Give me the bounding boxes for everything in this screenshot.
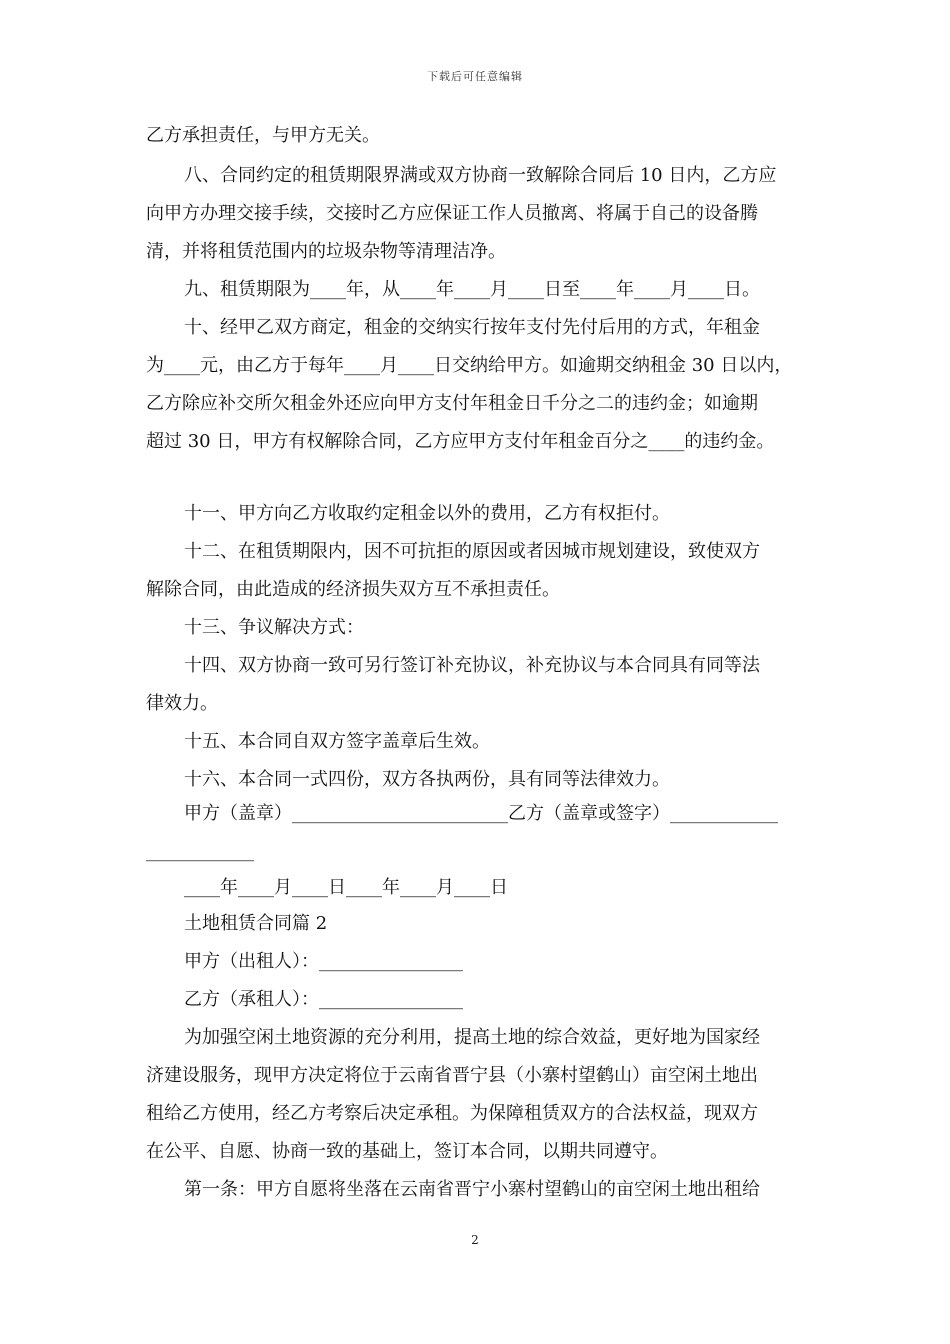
paragraph-line: 在公平、自愿、协商一致的基础上，签订本合同，以期共同遵守。 — [146, 1141, 668, 1162]
date-line: ____年____月____日____年____月____日 — [184, 877, 508, 898]
signature-line-continued: ____________ — [146, 841, 254, 862]
section-title: 土地租赁合同篇 2 — [184, 913, 328, 934]
clause-12-line: 十二、在租赁期限内，因不可抗拒的原因或者因城市规划建设，致使双方 — [184, 541, 760, 562]
paragraph-line: 向甲方办理交接手续，交接时乙方应保证工作人员撤离、将属于自己的设备腾 — [146, 203, 758, 224]
preamble-line: 为加强空闲土地资源的充分利用，提高土地的综合效益，更好地为国家经 — [184, 1027, 760, 1048]
signature-line: 甲方（盖章）________________________乙方（盖章或签字）____________ — [184, 803, 778, 824]
paragraph-line: 清，并将租赁范围内的垃圾杂物等清理洁净。 — [146, 241, 506, 262]
paragraph-line: 解除合同，由此造成的经济损失双方互不承担责任。 — [146, 579, 560, 600]
paragraph-line: 租给乙方使用，经乙方考察后决定承租。为保障租赁双方的合法权益，现双方 — [146, 1103, 758, 1124]
clause-15-line: 十五、本合同自双方签字盖章后生效。 — [184, 731, 490, 752]
page-number: 2 — [471, 1233, 479, 1247]
paragraph-line: 济建设服务，现甲方决定将位于云南省晋宁县（小寨村望鹤山）亩空闲土地出 — [146, 1065, 758, 1086]
paragraph-line: 律效力。 — [146, 693, 218, 714]
clause-11-line: 十一、甲方向乙方收取约定租金以外的费用，乙方有权拒付。 — [184, 503, 670, 524]
clause-10-line: 十、经甲乙双方商定，租金的交纳实行按年支付先付后用的方式，年租金 — [184, 317, 760, 338]
paragraph-line: 超过 30 日，甲方有权解除合同，乙方应甲方支付年租金百分之____的违约金。 — [146, 431, 775, 452]
party-a-line: 甲方（出租人）：________________ — [184, 951, 463, 972]
paragraph-line: 乙方除应补交所欠租金外还应向甲方支付年租金日千分之二的违约金；如逾期 — [146, 393, 758, 414]
paragraph-line: 乙方承担责任，与甲方无关。 — [146, 125, 380, 146]
party-b-line: 乙方（承租人）：________________ — [184, 989, 463, 1010]
clause-14-line: 十四、双方协商一致可另行签订补充协议，补充协议与本合同具有同等法 — [184, 655, 760, 676]
clause-13-line: 十三、争议解决方式： — [184, 617, 364, 638]
clause-9-line: 九、租赁期限为____年，从____年____月____日至____年____月____日。 — [184, 279, 760, 300]
paragraph-line: 为____元，由乙方于每年____月____日交纳给甲方。如逾期交纳租金 30 日以内， — [146, 355, 793, 376]
clause-8-line: 八、合同约定的租赁期限界满或双方协商一致解除合同后 10 日内，乙方应 — [184, 165, 777, 186]
page-header-note: 下载后可任意编辑 — [427, 70, 523, 83]
clause-16-line: 十六、本合同一式四份，双方各执两份，具有同等法律效力。 — [184, 769, 670, 790]
article-1-line: 第一条：甲方自愿将坐落在云南省晋宁小寨村望鹤山的亩空闲土地出租给 — [184, 1179, 760, 1200]
